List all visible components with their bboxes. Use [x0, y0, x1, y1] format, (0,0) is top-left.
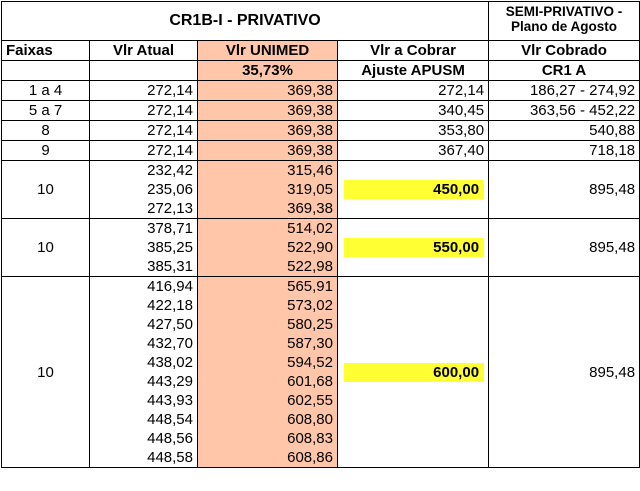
vlr-atual-cell: 448,56 [90, 429, 198, 448]
header-vlr-atual: Vlr Atual [90, 41, 198, 61]
vlr-atual-cell: 385,25 [90, 238, 198, 257]
vlr-atual-cell: 378,71 [90, 219, 198, 239]
vlr-a-cobrar-cell: 367,40 [338, 141, 489, 161]
vlr-atual-cell: 416,94 [90, 277, 198, 297]
header-vlr-unimed: Vlr UNIMED [198, 41, 338, 61]
pricing-table [1, 1, 640, 468]
highlighted-value: 600,00 [344, 363, 484, 382]
vlr-atual-cell: 232,42 [90, 161, 198, 181]
vlr-unimed-cell: 601,68 [198, 372, 338, 391]
faixa-cell: 1 a 4 [2, 81, 90, 101]
faixa-cell: 10 [2, 277, 90, 468]
header-faixas: Faixas [2, 41, 90, 61]
subheader-empty-atual [90, 61, 198, 81]
header-vlr-a-cobrar: Vlr a Cobrar [338, 41, 489, 61]
vlr-a-cobrar-cell: 353,80 [338, 121, 489, 141]
header-vlr-cobrado: Vlr Cobrado [489, 41, 640, 61]
table-row [2, 277, 640, 297]
vlr-unimed-cell: 369,38 [198, 141, 338, 161]
faixa-cell: 10 [2, 161, 90, 219]
vlr-atual-cell: 385,31 [90, 257, 198, 277]
table-row [2, 121, 640, 141]
vlr-atual-cell: 272,14 [90, 81, 198, 101]
faixa-cell: 10 [2, 219, 90, 277]
vlr-atual-cell: 443,93 [90, 391, 198, 410]
vlr-a-cobrar-cell: 340,45 [338, 101, 489, 121]
vlr-atual-cell: 272,13 [90, 199, 198, 219]
subheader-empty-faixas [2, 61, 90, 81]
vlr-atual-cell: 427,50 [90, 315, 198, 334]
vlr-a-cobrar-cell [338, 161, 489, 219]
vlr-unimed-cell: 369,38 [198, 121, 338, 141]
vlr-unimed-cell: 602,55 [198, 391, 338, 410]
vlr-unimed-cell: 608,86 [198, 448, 338, 468]
table-row [2, 161, 640, 181]
pricing-table-body [2, 2, 640, 468]
vlr-unimed-cell: 573,02 [198, 296, 338, 315]
vlr-cobrado-cell: 718,18 [489, 141, 640, 161]
vlr-unimed-cell: 514,02 [198, 219, 338, 239]
table-row [2, 81, 640, 101]
vlr-cobrado-cell: 895,48 [489, 161, 640, 219]
faixa-cell: 5 a 7 [2, 101, 90, 121]
vlr-unimed-cell: 580,25 [198, 315, 338, 334]
vlr-atual-cell: 438,02 [90, 353, 198, 372]
vlr-atual-cell: 448,54 [90, 410, 198, 429]
vlr-unimed-cell: 587,30 [198, 334, 338, 353]
vlr-atual-cell: 235,06 [90, 180, 198, 199]
vlr-atual-cell: 272,14 [90, 141, 198, 161]
highlighted-value: 450,00 [344, 180, 484, 199]
vlr-cobrado-cell: 895,48 [489, 277, 640, 468]
semi-privativo-title [489, 2, 640, 41]
vlr-unimed-cell: 608,83 [198, 429, 338, 448]
vlr-a-cobrar-cell [338, 277, 489, 468]
vlr-unimed-cell: 522,90 [198, 238, 338, 257]
table-row [2, 141, 640, 161]
vlr-cobrado-cell: 186,27 - 274,92 [489, 81, 640, 101]
vlr-a-cobrar-cell: 272,14 [338, 81, 489, 101]
vlr-unimed-cell: 522,98 [198, 257, 338, 277]
vlr-atual-cell: 448,58 [90, 448, 198, 468]
vlr-unimed-cell: 594,52 [198, 353, 338, 372]
vlr-atual-cell: 272,14 [90, 121, 198, 141]
vlr-unimed-cell: 369,38 [198, 81, 338, 101]
vlr-cobrado-cell: 363,56 - 452,22 [489, 101, 640, 121]
vlr-atual-cell: 272,14 [90, 101, 198, 121]
subheader-percent: 35,73% [198, 61, 338, 81]
vlr-unimed-cell: 315,46 [198, 161, 338, 181]
vlr-cobrado-cell: 895,48 [489, 219, 640, 277]
table-title: CR1B-I - PRIVATIVO [2, 2, 489, 41]
vlr-atual-cell: 432,70 [90, 334, 198, 353]
vlr-atual-cell: 443,29 [90, 372, 198, 391]
faixa-cell: 8 [2, 121, 90, 141]
vlr-atual-cell: 422,18 [90, 296, 198, 315]
semi-title-line1: SEMI-PRIVATIVO - [505, 4, 623, 19]
table-row [2, 219, 640, 239]
vlr-unimed-cell: 608,80 [198, 410, 338, 429]
vlr-unimed-cell: 319,05 [198, 180, 338, 199]
vlr-a-cobrar-cell [338, 219, 489, 277]
subheader-ajuste: Ajuste APUSM [338, 61, 489, 81]
subheader-row [2, 61, 640, 81]
vlr-unimed-cell: 369,38 [198, 101, 338, 121]
vlr-unimed-cell: 565,91 [198, 277, 338, 297]
subheader-cr1a: CR1 A [489, 61, 640, 81]
faixa-cell: 9 [2, 141, 90, 161]
vlr-cobrado-cell: 540,88 [489, 121, 640, 141]
highlighted-value: 550,00 [344, 238, 484, 257]
semi-title-line2: Plano de Agosto [511, 19, 618, 34]
header-row [2, 41, 640, 61]
table-row [2, 101, 640, 121]
vlr-unimed-cell: 369,38 [198, 199, 338, 219]
